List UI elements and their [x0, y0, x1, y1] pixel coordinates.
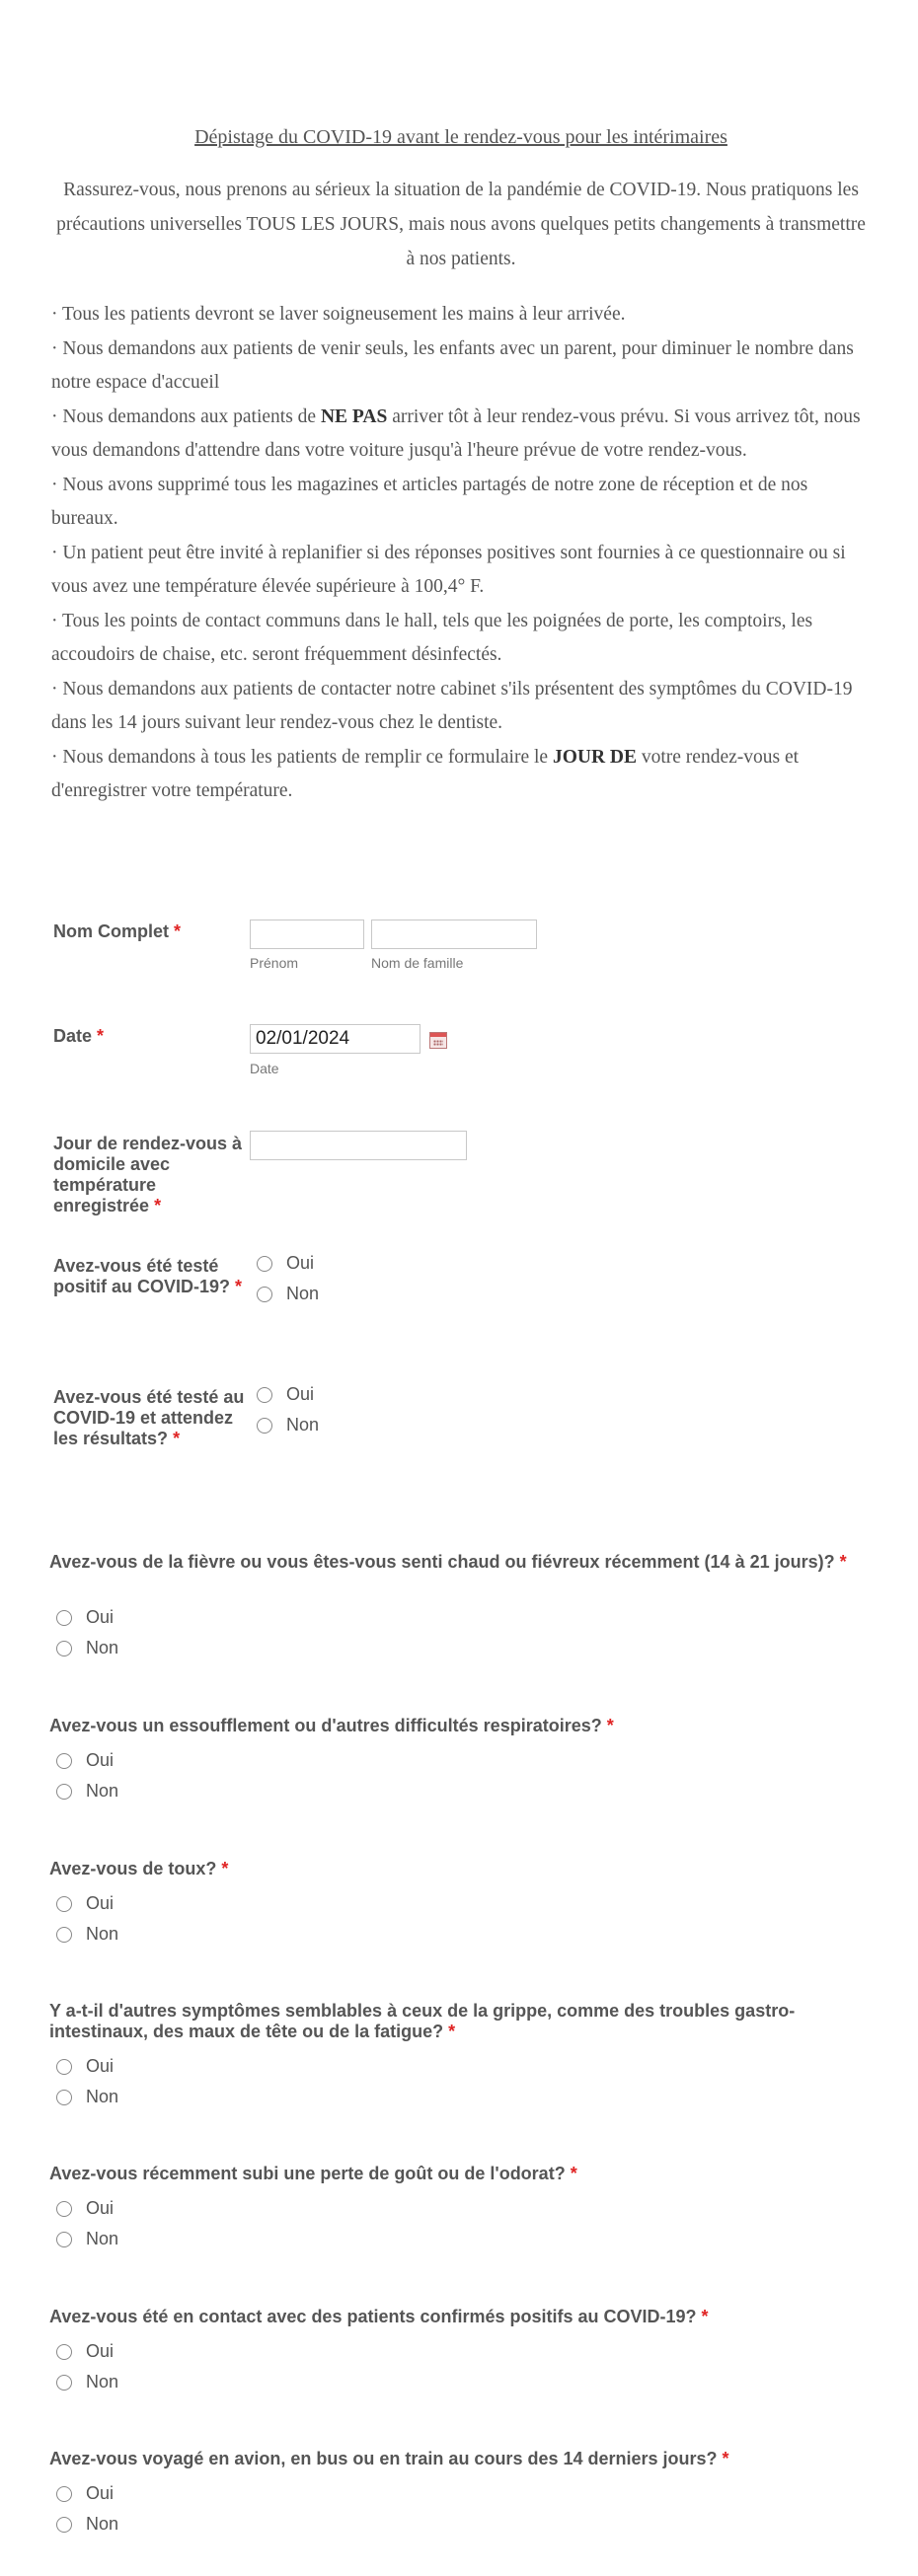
- radio-button[interactable]: [56, 1610, 72, 1626]
- temperature-label: Jour de rendez-vous à domicile avec température enregistrée *: [53, 1134, 243, 1215]
- radio-button[interactable]: [56, 2375, 72, 2391]
- radio-option-yes[interactable]: [257, 1248, 319, 1279]
- bullet-item: · Nous avons supprimé tous les magazines et articles partagés de notre zone de réception et de nos bureaux.: [51, 474, 808, 529]
- contact-question-label: Avez-vous été en contact avec des patients confirmés positifs au COVID-19? *: [49, 2307, 709, 2326]
- radio-option-no[interactable]: [56, 2224, 118, 2254]
- radio-label: Oui: [86, 2483, 115, 2503]
- cough-question-label: Avez-vous de toux? *: [49, 1859, 229, 1878]
- breathing-question-label: Avez-vous un essoufflement ou d'autres difficultés respiratoires? *: [49, 1716, 614, 1735]
- cough-options: [56, 1888, 118, 1950]
- fever-options: [56, 1602, 118, 1663]
- awaiting-results-options: [257, 1379, 319, 1440]
- radio-option-yes[interactable]: [257, 1379, 319, 1410]
- radio-label: Non: [86, 2514, 119, 2534]
- bullet-item: · Nous demandons aux patients de NE PAS arriver tôt à leur rendez-vous prévu. Si vous arrivez tôt, nous vous demandons d'attendre dans votre voiture jusqu'à l'heure prévue de votre rendez-vous.: [51, 405, 861, 461]
- required-mark: *: [221, 1859, 229, 1878]
- form-title: Dépistage du COVID-19 avant le rendez-vous pour les intérimaires: [194, 126, 727, 148]
- required-mark: *: [97, 1026, 105, 1046]
- last-name-sublabel: Nom de famille: [371, 955, 464, 971]
- radio-label: Non: [286, 1415, 320, 1435]
- radio-option-no[interactable]: [56, 1633, 118, 1663]
- radio-label: Oui: [286, 1384, 315, 1404]
- radio-label: Oui: [286, 1253, 315, 1273]
- radio-label: Oui: [86, 1893, 115, 1913]
- radio-button[interactable]: [56, 2486, 72, 2502]
- required-mark: *: [173, 1429, 181, 1448]
- bullet-item: · Nous demandons aux patients de venir seuls, les enfants avec un parent, pour diminuer le nombre dans notre espace d'accueil: [51, 337, 854, 393]
- flu-symptoms-options: [56, 2051, 118, 2112]
- bullet-item: · Tous les points de contact communs dans le hall, tels que les poignées de porte, les comptoirs, les accoudoirs de chaise, etc. seront fréquemment désinfectés.: [51, 610, 813, 665]
- radio-button[interactable]: [257, 1387, 272, 1403]
- radio-option-no[interactable]: [56, 2509, 118, 2539]
- bullet-item: · Tous les patients devront se laver soigneusement les mains à leur arrivée.: [51, 304, 626, 325]
- full-name-label: Nom Complet *: [53, 921, 182, 941]
- radio-option-no[interactable]: [56, 2367, 118, 2397]
- intro-bullets: [51, 298, 871, 809]
- bullet-item: · Nous demandons à tous les patients de remplir ce formulaire le JOUR DE votre rendez-vous et d'enregistrer votre température.: [51, 746, 800, 801]
- radio-option-yes[interactable]: [56, 1602, 118, 1633]
- bullet-item: · Un patient peut être invité à replanifier si des réponses positives sont fournies à ce questionnaire ou si vous avez une température élevée supérieure à 100,4° F.: [51, 542, 846, 597]
- taste-smell-options: [56, 2193, 118, 2254]
- radio-label: Non: [86, 1781, 119, 1801]
- required-mark: *: [606, 1716, 614, 1735]
- calendar-icon[interactable]: [429, 1032, 447, 1049]
- radio-label: Oui: [86, 1750, 115, 1770]
- required-mark: *: [448, 2022, 456, 2041]
- radio-label: Non: [86, 1638, 119, 1657]
- radio-button[interactable]: [257, 1287, 272, 1302]
- radio-button[interactable]: [56, 1753, 72, 1769]
- required-mark: *: [570, 2164, 577, 2183]
- bullet-item: · Nous demandons aux patients de contacter notre cabinet s'ils présentent des symptômes du COVID-19 dans les 14 jours suivant leur rendez-vous chez le dentiste.: [51, 678, 853, 733]
- radio-option-no[interactable]: [257, 1279, 319, 1309]
- contact-options: [56, 2336, 118, 2397]
- radio-button[interactable]: [56, 2090, 72, 2105]
- tested-positive-label: Avez-vous été testé positif au COVID-19? *: [53, 1256, 243, 1296]
- required-mark: *: [154, 1196, 162, 1215]
- radio-option-yes[interactable]: [56, 2336, 118, 2367]
- radio-label: Non: [86, 1924, 119, 1944]
- radio-label: Oui: [86, 2056, 115, 2076]
- awaiting-results-label: Avez-vous été testé au COVID-19 et attendez les résultats? *: [53, 1387, 245, 1448]
- intro-paragraph: Rassurez-vous, nous prenons au sérieux la situation de la pandémie de COVID-19. Nous pratiquons les précautions universelles TOUS LES JOURS, mais nous avons quelques petits changements à transmettre à nos patients.: [56, 180, 866, 269]
- date-sublabel: Date: [250, 1061, 279, 1076]
- radio-label: Oui: [86, 2198, 115, 2218]
- radio-label: Oui: [86, 2341, 115, 2361]
- radio-button[interactable]: [56, 1896, 72, 1912]
- radio-button[interactable]: [56, 1784, 72, 1800]
- radio-label: Non: [86, 2229, 119, 2248]
- first-name-sublabel: Prénom: [250, 955, 299, 971]
- last-name-input[interactable]: [371, 920, 537, 949]
- radio-option-yes[interactable]: [56, 2051, 118, 2082]
- radio-button[interactable]: [56, 2344, 72, 2360]
- radio-button[interactable]: [56, 2059, 72, 2075]
- travel-options: [56, 2478, 118, 2539]
- radio-button[interactable]: [56, 1641, 72, 1656]
- form-intro: [51, 126, 871, 809]
- radio-option-no[interactable]: [56, 1776, 118, 1806]
- flu-symptoms-question-label: Y a-t-il d'autres symptômes semblables à ceux de la grippe, comme des troubles gastro-intestinaux, des maux de tête ou de la fatigue? *: [49, 2001, 796, 2041]
- required-mark: *: [701, 2307, 709, 2326]
- required-mark: *: [722, 2449, 729, 2468]
- radio-option-yes[interactable]: [56, 2478, 118, 2509]
- required-mark: *: [839, 1552, 847, 1572]
- radio-button[interactable]: [257, 1256, 272, 1272]
- radio-option-no[interactable]: [56, 2082, 118, 2112]
- required-mark: *: [174, 921, 182, 941]
- taste-smell-question-label: Avez-vous récemment subi une perte de goût ou de l'odorat? *: [49, 2164, 577, 2183]
- radio-option-yes[interactable]: [56, 1888, 118, 1919]
- fever-question-label: Avez-vous de la fièvre ou vous êtes-vous senti chaud ou fiévreux récemment (14 à 21 jours)? *: [49, 1552, 847, 1572]
- radio-option-yes[interactable]: [56, 2193, 118, 2224]
- radio-label: Non: [286, 1284, 320, 1303]
- breathing-options: [56, 1745, 118, 1806]
- radio-button[interactable]: [257, 1418, 272, 1434]
- required-mark: *: [235, 1277, 243, 1296]
- tested-positive-options: [257, 1248, 319, 1309]
- radio-option-no[interactable]: [257, 1410, 319, 1440]
- radio-button[interactable]: [56, 2517, 72, 2533]
- radio-label: Non: [86, 2087, 119, 2106]
- first-name-input[interactable]: [250, 920, 364, 949]
- date-input[interactable]: [250, 1024, 421, 1054]
- temperature-input[interactable]: [250, 1131, 467, 1160]
- radio-label: Oui: [86, 1607, 115, 1627]
- radio-label: Non: [86, 2372, 119, 2392]
- travel-question-label: Avez-vous voyagé en avion, en bus ou en train au cours des 14 derniers jours? *: [49, 2449, 729, 2468]
- date-label: Date *: [53, 1026, 105, 1046]
- radio-button[interactable]: [56, 2201, 72, 2217]
- radio-option-no[interactable]: [56, 1919, 118, 1950]
- radio-option-yes[interactable]: [56, 1745, 118, 1776]
- radio-button[interactable]: [56, 2232, 72, 2247]
- radio-button[interactable]: [56, 1927, 72, 1943]
